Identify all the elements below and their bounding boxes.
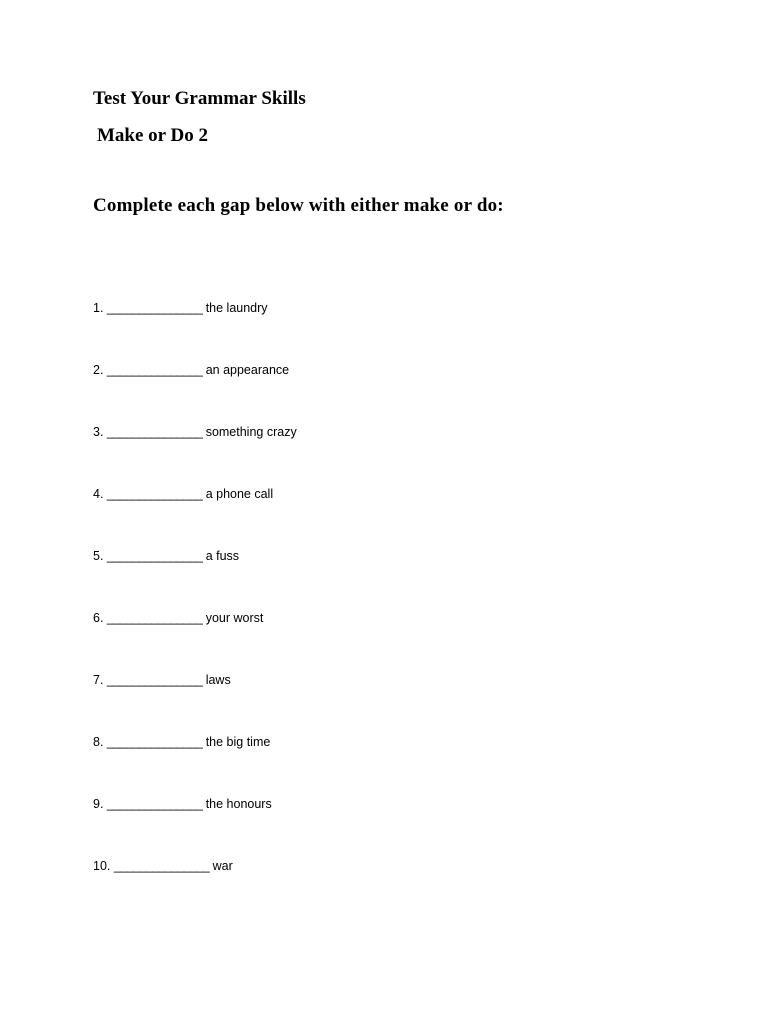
exercise-item-2 [93, 361, 297, 423]
answer-gap: _______________ [106, 611, 203, 625]
item-phrase: war [212, 859, 233, 873]
item-number: 3. [93, 425, 104, 439]
item-phrase: your worst [205, 611, 264, 625]
item-phrase: the big time [205, 735, 271, 749]
item-number: 6. [93, 611, 104, 625]
exercise-item-10 [93, 857, 297, 919]
exercise-list [93, 299, 297, 919]
item-phrase: an appearance [205, 363, 290, 377]
answer-gap: _______________ [106, 797, 203, 811]
item-phrase: laws [205, 673, 231, 687]
exercise-item-3 [93, 423, 297, 485]
answer-gap: _______________ [106, 425, 203, 439]
exercise-item-8 [93, 733, 297, 795]
exercise-item-6 [93, 609, 297, 671]
answer-gap: _______________ [106, 301, 203, 315]
exercise-item-4 [93, 485, 297, 547]
item-number: 7. [93, 673, 104, 687]
item-number: 5. [93, 549, 104, 563]
item-number: 1. [93, 301, 104, 315]
item-number: 10. [93, 859, 111, 873]
answer-gap: _______________ [106, 735, 203, 749]
item-phrase: the honours [205, 797, 272, 811]
item-number: 8. [93, 735, 104, 749]
item-phrase: a fuss [205, 549, 240, 563]
answer-gap: _______________ [113, 859, 210, 873]
exercise-instruction: Complete each gap below with either make or do: [93, 195, 504, 216]
item-number: 2. [93, 363, 104, 377]
answer-gap: _______________ [106, 363, 203, 377]
item-phrase: something crazy [205, 425, 297, 439]
answer-gap: _______________ [106, 673, 203, 687]
exercise-item-7 [93, 671, 297, 733]
item-number: 4. [93, 487, 104, 501]
item-phrase: the laundry [205, 301, 268, 315]
exercise-item-1 [93, 299, 297, 361]
item-phrase: a phone call [205, 487, 274, 501]
page-title: Test Your Grammar Skills [93, 88, 306, 109]
answer-gap: _______________ [106, 549, 203, 563]
exercise-item-5 [93, 547, 297, 609]
item-number: 9. [93, 797, 104, 811]
exercise-item-9 [93, 795, 297, 857]
answer-gap: _______________ [106, 487, 203, 501]
page-subtitle: Make or Do 2 [97, 125, 208, 146]
